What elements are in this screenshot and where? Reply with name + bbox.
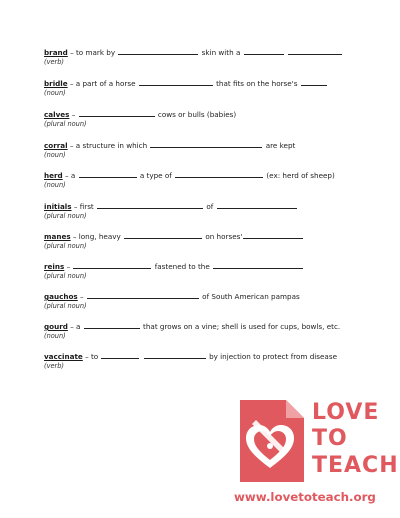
fill-blank[interactable] [84, 321, 140, 329]
entry-line [44, 47, 374, 58]
entry-vaccinate [44, 351, 374, 371]
vocab-word: reins [44, 262, 65, 271]
vocab-word: corral [44, 141, 68, 150]
vocab-word: gourd [44, 322, 68, 331]
definition-text: – [64, 262, 73, 271]
entry-corral [44, 140, 374, 160]
definition-text: – [77, 292, 86, 301]
fill-blank[interactable] [144, 351, 206, 359]
fill-blank[interactable] [139, 78, 213, 86]
part-of-speech: (verb) [44, 58, 65, 66]
entry-line [44, 78, 374, 89]
definition-text: – to mark by [67, 48, 118, 57]
vocab-word: gauchos [44, 292, 78, 301]
fill-blank[interactable] [244, 47, 284, 55]
part-of-speech: (plural noun) [44, 272, 87, 280]
part-of-speech: (plural noun) [44, 242, 87, 250]
entry-manes [44, 231, 374, 251]
definition-text [285, 48, 287, 57]
fill-blank[interactable] [79, 170, 137, 178]
entry-gourd [44, 321, 374, 341]
logo-text-love: LOVE [312, 400, 380, 425]
vocab-word: brand [44, 48, 68, 57]
part-of-speech: (plural noun) [44, 120, 87, 128]
entry-line [44, 170, 374, 181]
vocab-word: bridle [44, 79, 68, 88]
fill-blank[interactable] [301, 78, 327, 86]
entry-herd [44, 170, 374, 190]
fill-blank[interactable] [150, 140, 262, 148]
fill-blank[interactable] [118, 47, 198, 55]
definition-text: of [204, 202, 216, 211]
entry-bridle [44, 78, 374, 98]
entry-calves [44, 109, 374, 129]
definition-text: of South American pampas [199, 292, 300, 301]
definition-text: (ex: herd of sheep) [264, 171, 335, 180]
fill-blank[interactable] [243, 231, 303, 239]
entry-line [44, 261, 374, 272]
definition-text: – a [62, 171, 78, 180]
logo-text-to: TO [312, 426, 348, 451]
entry-line [44, 231, 374, 242]
logo-text-teach: TEACH [312, 453, 399, 478]
fill-blank[interactable] [79, 109, 155, 117]
part-of-speech: (noun) [44, 151, 66, 159]
entry-line [44, 351, 374, 362]
fill-blank[interactable] [175, 170, 263, 178]
part-of-speech: (noun) [44, 89, 66, 97]
fill-blank[interactable] [73, 261, 151, 269]
fill-blank[interactable] [101, 351, 139, 359]
definition-text: – to [82, 352, 101, 361]
vocab-word: herd [44, 171, 63, 180]
part-of-speech: (plural noun) [44, 212, 87, 220]
vocab-word: vaccinate [44, 352, 83, 361]
definition-text: – a part of a horse [67, 79, 138, 88]
part-of-speech: (verb) [44, 362, 65, 370]
definition-text: a type of [137, 171, 175, 180]
entry-gauchos [44, 291, 374, 311]
fill-blank[interactable] [288, 47, 342, 55]
document-heart-icon [234, 398, 308, 486]
definition-text: by injection to protect from disease [206, 352, 338, 361]
definition-text [140, 352, 142, 361]
definition-text: – long, heavy [70, 232, 124, 241]
entry-line [44, 291, 374, 302]
definition-text: – a [67, 322, 83, 331]
vocab-word: calves [44, 110, 70, 119]
fill-blank[interactable] [124, 231, 202, 239]
definition-text: – [69, 110, 78, 119]
definition-text: fastened to the [152, 262, 213, 271]
entry-reins [44, 261, 374, 281]
vocab-word: initials [44, 202, 72, 211]
definition-text: that grows on a vine; shell is used for cups, bowls, etc. [140, 322, 341, 331]
entry-line [44, 140, 374, 151]
definition-text: that fits on the horse's [213, 79, 300, 88]
logo-url[interactable]: www.lovetoteach.org [234, 490, 376, 504]
part-of-speech: (plural noun) [44, 302, 87, 310]
fill-blank[interactable] [97, 201, 203, 209]
definition-text: – a structure in which [67, 141, 150, 150]
entry-brand [44, 47, 374, 67]
love-to-teach-logo [234, 398, 399, 512]
fill-blank[interactable] [217, 201, 297, 209]
definition-text: on horses' [203, 232, 243, 241]
part-of-speech: (noun) [44, 332, 66, 340]
entry-line [44, 321, 374, 332]
fill-blank[interactable] [87, 291, 199, 299]
vocab-word: manes [44, 232, 71, 241]
definition-text: – first [71, 202, 97, 211]
definition-text: cows or bulls (babies) [155, 110, 237, 119]
fill-blank[interactable] [213, 261, 303, 269]
entry-line [44, 201, 374, 212]
definition-text: are kept [263, 141, 296, 150]
entry-initials [44, 201, 374, 221]
entry-line [44, 109, 374, 120]
part-of-speech: (noun) [44, 181, 66, 189]
definition-text: skin with a [199, 48, 243, 57]
